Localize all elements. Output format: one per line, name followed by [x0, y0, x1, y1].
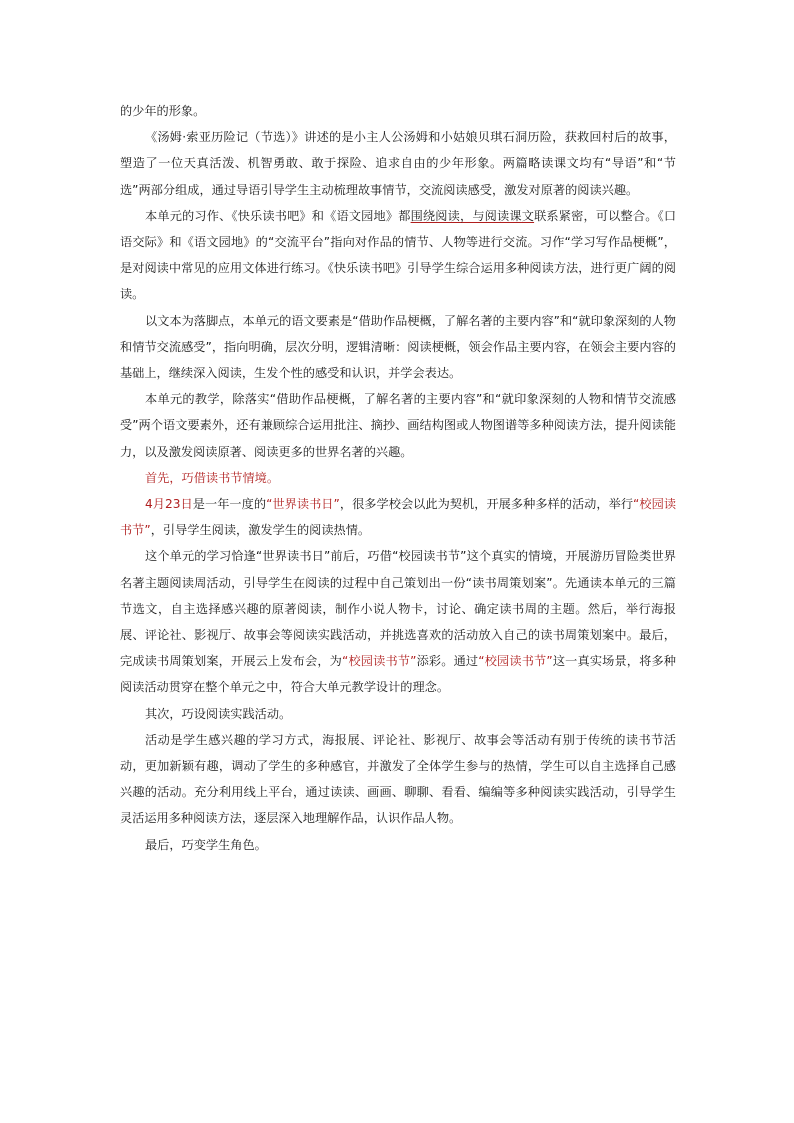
paragraph-language-elements: [120, 308, 676, 387]
paragraph-teaching: [120, 386, 676, 465]
paragraph-world-book-day: [120, 491, 676, 543]
paragraph-tom-sawyer: [120, 124, 676, 203]
text-segment: 联系紧密，可以整合。《口语交际》和《语文园地》的“交流平台”指向对作品的情节、人物等进行交流。习作“学习写作品梗概”，是对阅读中常见的应用文体进行练习。《快乐读书吧》引导学生综合运用多种阅读方法，进行更广阔的阅读。: [120, 208, 677, 302]
date-highlight: 4月23日: [145, 497, 193, 512]
text-segment: 最后，巧变学生角色。: [145, 837, 267, 852]
text-segment: 添彩。通过: [416, 654, 479, 669]
red-highlight: “校园读书节”: [478, 654, 553, 669]
document-body: [120, 98, 676, 858]
text-segment: 活动是学生感兴趣的学习方式，海报展、评论社、影视厅、故事会等活动有别于传统的读书节活动，更加新颖有趣，调动了学生的多种感官，并激发了全体学生参与的热情，学生可以自主选择自己感兴趣的活动。充分利用线上平台，通过读读、画画、聊聊、看看、编编等多种阅读实践活动，引导学生灵活运用多种阅读方法，逐层深入地理解作品，认识作品人物。: [120, 732, 676, 826]
red-highlight: “校园读书节”: [120, 497, 677, 538]
text-segment: 是一年一度的: [192, 497, 267, 512]
text-segment: 以文本为落脚点，本单元的语文要素是“借助作品梗概，了解名著的主要内容”和“就印象深刻的人物和情节交流感受”，指向明确，层次分明，逻辑清晰：阅读梗概，领会作品主要内容，在领会主要内容的基础上，继续深入阅读，生发个性的感受和认识，并学会表达。: [120, 313, 676, 381]
paragraph-unit-integration: [120, 203, 676, 308]
text-segment: 本单元的习作、《快乐读书吧》和《语文园地》都: [145, 208, 411, 223]
text-segment: 这个单元的学习恰逢“世界读书日”前后，巧借“校园读书节”这个真实的情境，开展游历冒险类世界名著主题阅读周活动，引导学生在阅读的过程中自己策划出一份“读书周策划案”。先通读本单元的三篇节选文，自主选择感兴趣的原著阅读，制作小说人物卡，讨论、确定读书周的主题。然后，举行海报展、评论社、影视厅、故事会等阅读实践活动，并挑选喜欢的活动放入自己的读书周策划案中。最后，完成读书周策划案，开展云上发布会，为: [120, 549, 676, 669]
paragraph-continuation: [120, 98, 676, 124]
text-segment: ，引导学生阅读，激发学生的阅读热情。: [150, 523, 371, 538]
text-segment: 《汤姆·索亚历险记（节选）》讲述的是小主人公汤姆和小姑娘贝琪石洞历险，获救回村后的故事，塑造了一位天真活泼、机智勇敢、敢于探险、追求自由的少年形象。两篇略读课文均有“导语”和“节选”两部分组成，通过导语引导学生主动梳理故事情节，交流阅读感受，激发对原著的阅读兴趣。: [120, 130, 676, 197]
paragraph-activities: [120, 727, 676, 832]
paragraph-reading-week: [120, 543, 676, 700]
text-segment: 其次，巧设阅读实践活动。: [145, 706, 292, 721]
tracked-change-text: 围绕阅读，与阅读课文: [410, 208, 535, 223]
red-highlight: “世界读书日”: [266, 497, 340, 512]
heading-first: [120, 465, 676, 491]
heading-last: [120, 832, 676, 858]
text-segment: 的少年的形象。: [120, 104, 206, 118]
text-segment: ，很多学校会以此为契机，开展多种多样的活动，举行: [339, 497, 634, 512]
text-segment: 这一真实场景，将多种阅读活动贯穿在整个单元之中，符合大单元教学设计的理念。: [120, 654, 676, 695]
text-segment: 首先，巧借读书节情境。: [145, 470, 280, 485]
text-segment: 本单元的教学，除落实“借助作品梗概，了解名著的主要内容”和“就印象深刻的人物和情节交流感受”两个语文要素外，还有兼顾综合运用批注、摘抄、画结构图或人物图谱等多种阅读方法，提升阅读能力，以及激发阅读原著、阅读更多的世界名著的兴趣。: [120, 392, 676, 459]
red-highlight: “校园读书节”: [341, 654, 417, 669]
heading-second: [120, 701, 676, 727]
